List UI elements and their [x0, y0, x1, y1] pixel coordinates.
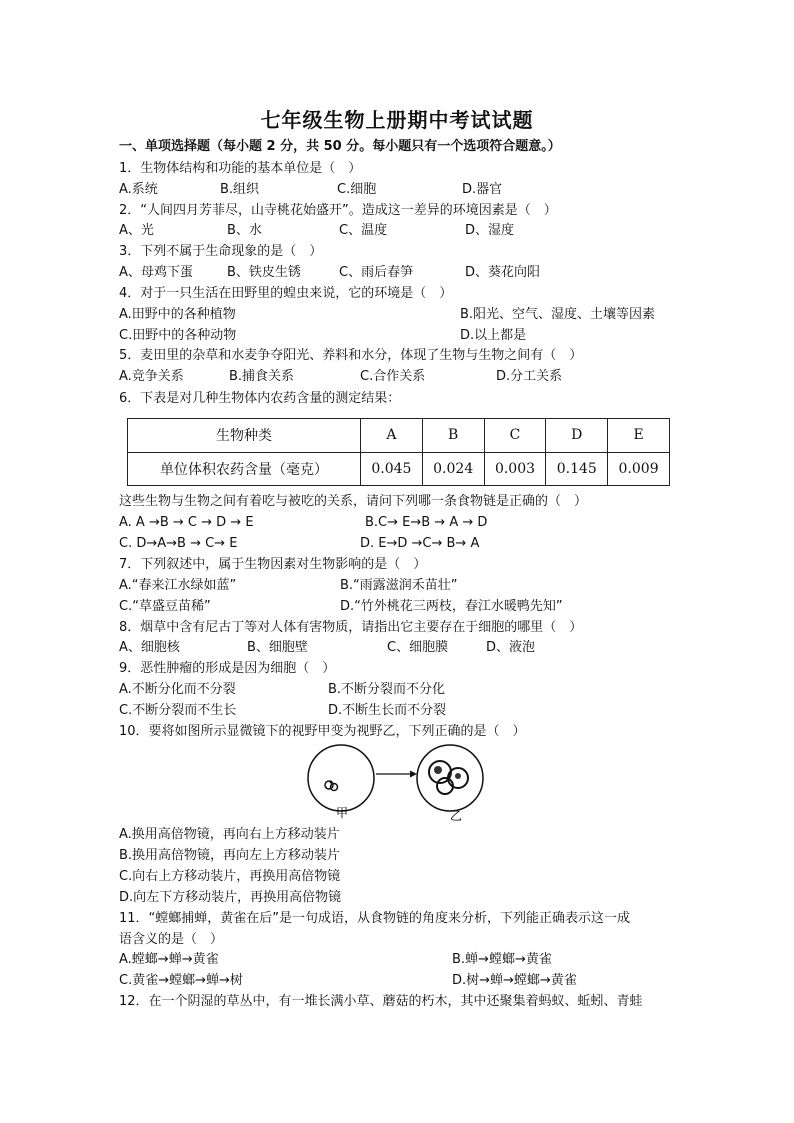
q8-option-a: A、细胞核	[119, 640, 180, 655]
question-6-followup: 这些生物与生物之间有着吃与被吃的关系，请问下列哪一条食物链是正确的（ ）	[119, 494, 588, 509]
q9-option-b: B.不断分裂而不分化	[328, 682, 446, 697]
pesticide-table	[127, 418, 670, 486]
section-heading: 一、单项选择题（每小题 2 分，共 50 分。每小题只有一个选项符合题意。）	[119, 139, 561, 154]
q5-option-d: D.分工关系	[496, 369, 563, 384]
table-header-row	[128, 419, 670, 453]
q4-option-d: D.以上都是	[460, 328, 527, 343]
question-2: 2．“人间四月芳菲尽，山寺桃花始盛开”。造成这一差异的环境因素是（ ）	[119, 203, 557, 218]
question-4: 4．对于一只生活在田野里的蝗虫来说，它的环境是（ ）	[119, 286, 453, 301]
question-9: 9．恶性肿瘤的形成是因为细胞（ ）	[119, 661, 336, 676]
q7-option-b: B.“雨露滋润禾苗壮”	[340, 578, 458, 593]
q4-option-a: A.田野中的各种植物	[119, 307, 236, 322]
q5-option-c: C.合作关系	[360, 369, 426, 384]
q4-option-b: B.阳光、空气、湿度、土壤等因素	[460, 307, 656, 322]
q11-option-b: B.蝉→螳螂→黄雀	[452, 952, 552, 967]
q10-option-b: B.换用高倍物镜，再向左上方移动装片	[119, 848, 341, 863]
microscope-views-figure	[300, 742, 500, 822]
view-jia-nucleus	[330, 781, 333, 784]
table-cell: 0.003	[484, 452, 546, 486]
view-jia-cell	[331, 784, 338, 791]
q10-option-d: D.向左下方移动装片，再换用高倍物镜	[119, 890, 342, 905]
q6-option-b: B.C→ E→B → A → D	[365, 515, 488, 530]
table-cell: 0.145	[546, 452, 608, 486]
question-7: 7．下列叙述中，属于生物因素对生物影响的是（ ）	[119, 557, 427, 572]
q4-option-c: C.田野中的各种动物	[119, 328, 237, 343]
table-header-cell: C	[484, 419, 546, 453]
view-jia-circle	[308, 745, 374, 811]
table-header-cell: A	[361, 419, 423, 453]
table-row	[128, 452, 670, 486]
q1-option-c: C.细胞	[337, 182, 377, 197]
q2-option-b: B、水	[227, 223, 262, 238]
q2-option-a: A、光	[119, 223, 154, 238]
q1-option-d: D.器官	[462, 182, 503, 197]
q9-option-c: C.不断分裂而不生长	[119, 703, 237, 718]
question-3: 3．下列不属于生命现象的是（ ）	[119, 244, 323, 259]
view-yi-nucleus	[434, 766, 442, 774]
q5-option-b: B.捕食关系	[229, 369, 295, 384]
q11-option-d: D.树→蝉→螳螂→黄雀	[452, 973, 577, 988]
q9-option-d: D.不断生长而不分裂	[328, 703, 447, 718]
q3-option-b: B、铁皮生锈	[227, 265, 301, 280]
q11-option-c: C.黄雀→螳螂→蝉→树	[119, 973, 243, 988]
q5-option-a: A.竞争关系	[119, 369, 184, 384]
table-cell: 0.024	[422, 452, 484, 486]
q8-option-d: D、液泡	[486, 640, 536, 655]
q10-option-c: C.向右上方移动装片，再换用高倍物镜	[119, 869, 341, 884]
table-header-cell: D	[546, 419, 608, 453]
question-1: 1．生物体结构和功能的基本单位是（ ）	[119, 161, 362, 176]
question-6: 6．下表是对几种生物体内农药含量的测定结果：	[119, 391, 401, 406]
q3-option-c: C、雨后春笋	[339, 265, 414, 280]
question-10: 10．要将如图所示显微镜下的视野甲变为视野乙，下列正确的是（ ）	[119, 724, 526, 739]
view-yi-nucleus	[455, 773, 461, 779]
table-cell: 单位体积农药含量（毫克）	[128, 452, 361, 486]
q11-option-a: A.螳螂→蝉→黄雀	[119, 952, 219, 967]
q6-option-c: C. D→A→B → C→ E	[119, 536, 238, 551]
q2-option-c: C、温度	[339, 223, 388, 238]
q6-option-d: D. E→D →C→ B→ A	[360, 536, 480, 551]
question-11-cont: 语含义的是（ ）	[119, 932, 224, 947]
label-yi: 乙	[450, 809, 463, 822]
q3-option-a: A、母鸡下蛋	[119, 265, 193, 280]
q8-option-b: B、细胞壁	[247, 640, 308, 655]
table-header-cell: 生物种类	[128, 419, 361, 453]
table-cell: 0.009	[608, 452, 670, 486]
question-11: 11．“螳螂捕蝉，黄雀在后”是一句成语，从食物链的角度来分析，下列能正确表示这一成	[119, 911, 631, 926]
question-5: 5．麦田里的杂草和水麦争夺阳光、养料和水分，体现了生物与生物之间有（ ）	[119, 348, 583, 363]
page-title: 七年级生物上册期中考试试题	[260, 108, 534, 132]
question-8: 8．烟草中含有尼古丁等对人体有害物质，请指出它主要存在于细胞的哪里（ ）	[119, 620, 583, 635]
q1-option-b: B.组织	[220, 182, 260, 197]
arrow-head	[410, 771, 417, 778]
q2-option-d: D、湿度	[465, 223, 515, 238]
q7-option-a: A.“春来江水绿如蓝”	[119, 578, 237, 593]
q9-option-a: A.不断分化而不分裂	[119, 682, 236, 697]
label-jia: 甲	[336, 806, 349, 820]
table-cell: 0.045	[361, 452, 423, 486]
q1-option-a: A.系统	[119, 182, 158, 197]
q8-option-c: C、细胞膜	[387, 640, 449, 655]
table-header-cell: B	[422, 419, 484, 453]
q10-option-a: A.换用高倍物镜，再向右上方移动装片	[119, 827, 340, 842]
q7-option-d: D.“竹外桃花三两枝，春江水暖鸭先知”	[340, 599, 563, 614]
q3-option-d: D、葵花向阳	[465, 265, 541, 280]
q7-option-c: C.“草盛豆苗稀”	[119, 599, 211, 614]
question-12: 12．在一个阴湿的草丛中，有一堆长满小草、蘑菇的朽木，其中还聚集着蚂蚁、蚯蚓、青蛙	[119, 994, 643, 1009]
q6-option-a: A. A →B → C → D → E	[119, 515, 254, 530]
table-header-cell: E	[608, 419, 670, 453]
